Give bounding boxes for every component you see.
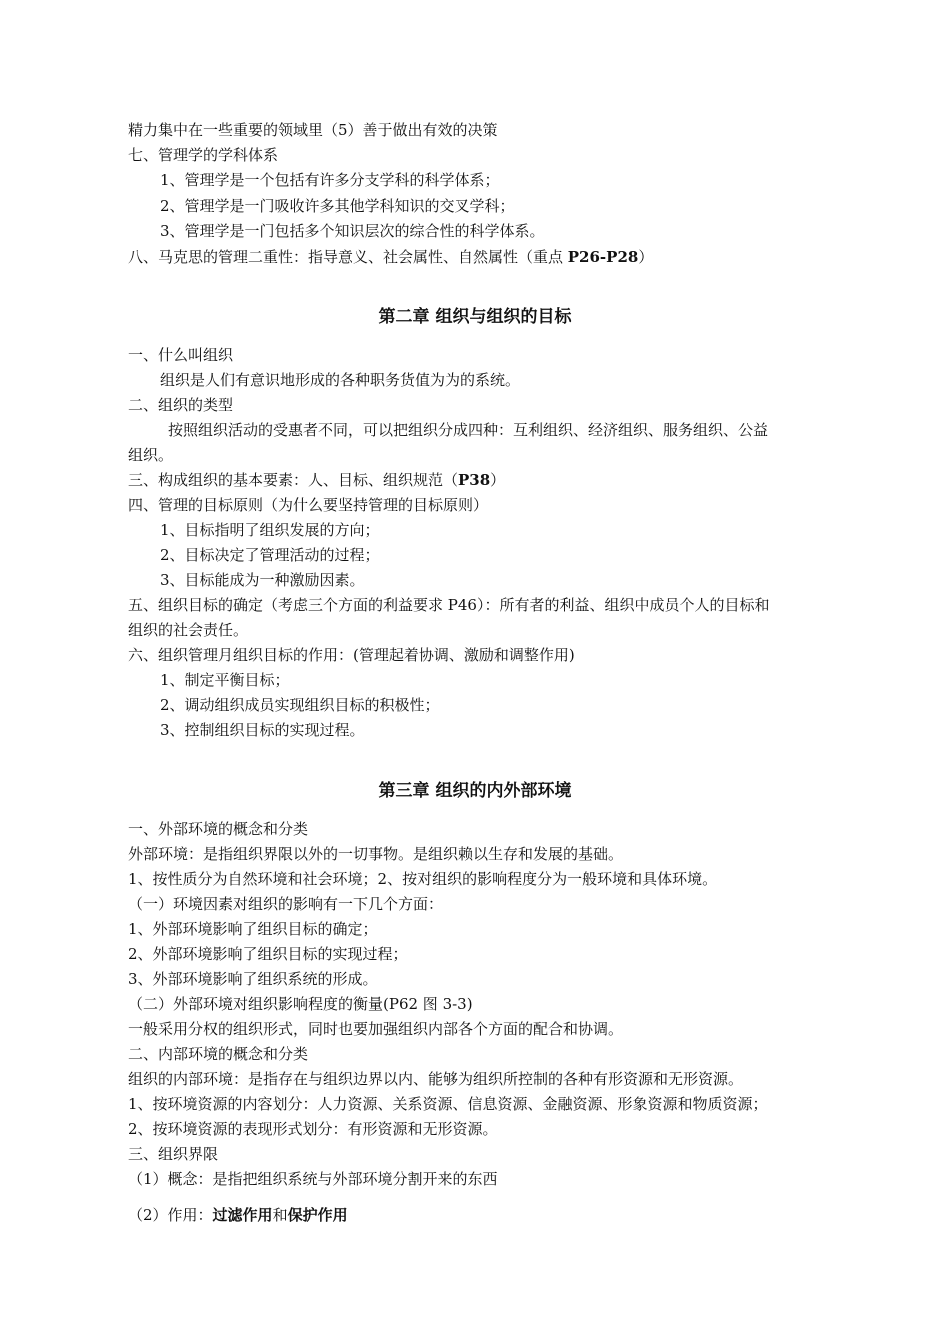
text-span: （2）作用：	[128, 1206, 213, 1224]
list-item: 3、管理学是一门包括多个知识层次的综合性的科学体系。	[160, 222, 545, 240]
list-item: 2、按环境资源的表现形式划分：有形资源和无形资源。	[128, 1120, 498, 1138]
section-heading: 二、内部环境的概念和分类	[128, 1045, 309, 1063]
section-heading	[128, 470, 505, 490]
subsection-heading: （一）环境因素对组织的影响有一下几个方面：	[128, 895, 444, 913]
subsection-heading: （二）外部环境对组织影响程度的衡量(P62 图 3-3)	[128, 995, 473, 1013]
text-line: （1）概念：是指把组织系统与外部环境分割开来的东西	[128, 1170, 498, 1188]
text-line: 1、按性质分为自然环境和社会环境；2、按对组织的影响程度分为一般环境和具体环境。	[128, 870, 718, 888]
text-line: 组织的内部环境：是指存在与组织边界以内、能够为组织所控制的各种有形资源和无形资源。	[128, 1070, 744, 1088]
list-item: 1、制定平衡目标；	[160, 671, 290, 689]
bold-term: 过滤作用	[212, 1206, 273, 1224]
list-item: 2、管理学是一门吸收许多其他学科知识的交叉学科；	[160, 197, 515, 215]
list-item: 3、控制组织目标的实现过程。	[160, 721, 365, 739]
list-item: 2、目标决定了管理活动的过程；	[160, 546, 380, 564]
section-heading: 七、管理学的学科体系	[128, 146, 279, 164]
text-line: 组织。	[128, 446, 174, 464]
text-line: 组织的社会责任。	[128, 621, 249, 639]
section-heading: 六、组织管理月组织目标的作用：(管理起着协调、激励和调整作用)	[128, 646, 575, 664]
chapter-title: 第二章 组织与组织的目标	[378, 307, 572, 327]
text-line: 一般采用分权的组织形式，同时也要加强组织内部各个方面的配合和协调。	[128, 1020, 624, 1038]
list-item: 2、外部环境影响了组织目标的实现过程；	[128, 945, 408, 963]
section-heading: 一、什么叫组织	[128, 346, 234, 364]
list-item: 3、目标能成为一种激励因素。	[160, 571, 365, 589]
page-ref: P38	[458, 471, 491, 489]
section-heading: 四、管理的目标原则（为什么要坚持管理的目标原则）	[128, 496, 489, 514]
text-line: 精力集中在一些重要的领域里（5）善于做出有效的决策	[128, 121, 498, 139]
list-item: 3、外部环境影响了组织系统的形成。	[128, 970, 378, 988]
text-span: 八、马克思的管理二重性：指导意义、社会属性、自然属性（重点	[128, 248, 568, 266]
text-line: 外部环境：是指组织界限以外的一切事物。是组织赖以生存和发展的基础。	[128, 845, 624, 863]
section-heading: 一、外部环境的概念和分类	[128, 820, 309, 838]
section-heading: 二、组织的类型	[128, 396, 234, 414]
page-ref: P26-P28	[567, 248, 639, 266]
list-item: 1、外部环境影响了组织目标的确定；	[128, 920, 378, 938]
section-heading	[128, 247, 653, 267]
chapter-title: 第三章 组织的内外部环境	[378, 781, 572, 801]
list-item: 1、管理学是一个包括有许多分支学科的科学体系；	[160, 171, 500, 189]
list-item: 2、调动组织成员实现组织目标的积极性；	[160, 696, 440, 714]
text-span: 三、构成组织的基本要素：人、目标、组织规范（	[128, 471, 459, 489]
text-span: 和	[272, 1206, 288, 1224]
section-heading: 三、组织界限	[128, 1145, 219, 1163]
list-item: 1、按环境资源的内容划分：人力资源、关系资源、信息资源、金融资源、形象资源和物质资源；	[128, 1095, 768, 1113]
text-line	[128, 1205, 348, 1225]
bold-term: 保护作用	[287, 1206, 348, 1224]
text-line: 按照组织活动的受惠者不同，可以把组织分成四种：互利组织、经济组织、服务组织、公益	[168, 421, 769, 439]
text-span: ）	[490, 471, 506, 489]
section-heading: 五、组织目标的确定（考虑三个方面的利益要求 P46）：所有者的利益、组织中成员个人的目标和	[128, 596, 770, 614]
text-span: ）	[638, 248, 654, 266]
list-item: 1、目标指明了组织发展的方向；	[160, 521, 380, 539]
text-line: 组织是人们有意识地形成的各种职务货值为为的系统。	[160, 371, 521, 389]
